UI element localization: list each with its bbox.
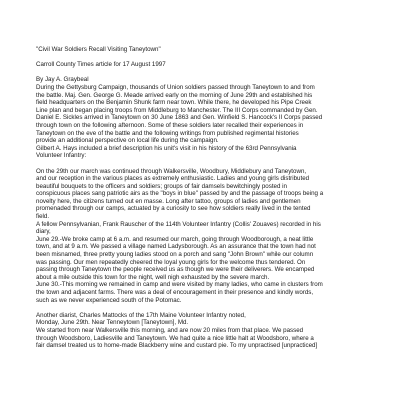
intro-paragraph: [36, 84, 364, 160]
text-line: town, and at 9 a.m. We passed a village named Ladysborough. As an assurance that the town had not: [36, 243, 316, 251]
text-line: promenaded through our camps, actuated by a curiosity to see how soldiers really lived in the tented: [36, 205, 311, 213]
article-source: Carroll County Times article for 17 August 1997: [36, 61, 166, 69]
text-line: and our reception in the various places as extremely enthusiastic. Ladies and young girls distributed: [36, 175, 310, 183]
text-line: was passing. Our men repeatedly cheered the loyal young girls for the welcome thus tendered. On: [36, 258, 306, 266]
text-line: through Woodsboro, Ladiesville and Taneytown. We had quite a nice little halt at Woodsboro, where a: [36, 334, 314, 342]
text-line: Monday, June 29th. Near Tenneytown [Taneytown], Md.: [36, 319, 189, 327]
text-line: through town on the following afternoon. Some of these soldiers later recalled their experiences in: [36, 121, 304, 129]
text-line: beautiful bouquets to the officers and soldiers; groups of fair damsels bewitchingly posted in: [36, 182, 287, 190]
rauscher-diary: [36, 236, 364, 304]
text-line: We started from near Walkersville this morning, and are now 20 miles from that place. We passed: [36, 326, 304, 334]
rauscher-intro: [36, 221, 364, 236]
text-line: Daniel E. Sickles arrived in Taneytown on 30 June 1863 and Gen. Winfield S. Hancock's II Corps passed: [36, 114, 323, 122]
text-line: provide an additional perspective on local life during the campaign.: [36, 137, 219, 145]
text-line: about a mile outside this town for the night, well nigh exhausted by the severe march.: [36, 273, 270, 281]
hays-quote: [36, 168, 364, 221]
text-line: field headquarters on the Benjamin Shunk farm near town. While there, he developed his Pipe Creek: [36, 99, 312, 107]
text-line: Taneytown on the eve of the battle and the following writings from published regimental histories: [36, 129, 299, 137]
mattocks-diary: [36, 327, 364, 350]
text-line: June 30.-This morning we remained in camp and were visited by many ladies, who came in clusters from: [36, 281, 323, 289]
text-line: fair damsel treated us to home-made Blackberry wine and custard pie. To my unpractised [unpracticed]: [36, 342, 318, 350]
mattocks-intro: [36, 312, 364, 327]
text-line: passing through Taneytown the people received us as though we were their deliverers. We encamped: [36, 266, 315, 274]
text-line: Another diarist, Charles Mattocks of the 17th Maine Volunteer Infantry noted,: [36, 311, 246, 319]
text-line: June 29.-We broke camp at 6 a.m. and resumed our march, going through Woodborough, a neat little: [36, 235, 314, 243]
text-line: Volunteer Infantry:: [36, 152, 87, 160]
text-line: diary,: [36, 228, 51, 236]
text-line: the battle. Maj. Gen. George G. Meade arrived early on the morning of June 29th and established his: [36, 91, 313, 99]
text-line: novelty here, the citizens turned out en masse. Long after tattoo, groups of ladies and gentlemen: [36, 197, 301, 205]
text-line: conspicuous places sang patriotic airs as the "boys in blue" passed by and the passage of troops being a: [36, 190, 324, 198]
text-line: On the 29th our march was continued through Walkersville, Woodbury, Middlebury and Taneytown,: [36, 167, 307, 175]
text-line: During the Gettysburg Campaign, thousands of Union soldiers passed through Taneytown to and from: [36, 83, 315, 91]
text-line: A fellow Pennsylvanian, Frank Rauscher of the 114th Volunteer Infantry (Collis' Zouaves) recorded in his: [36, 220, 321, 228]
text-line: such as we never experienced south of the Potomac.: [36, 296, 182, 304]
article-title: "Civil War Soldiers Recall Visiting Taneytown": [36, 46, 161, 53]
text-line: field.: [36, 213, 50, 221]
text-line: been misnamed, three pretty young ladies stood on a porch and sang "John Brown" while our column: [36, 251, 314, 259]
text-line: the town and adjacent farms. There was a deal of encouragement in their presence and kindly words,: [36, 289, 314, 296]
text-line: Gilbert A. Hays included a brief description his unit's visit in his history of the 63rd Pennsylvania: [36, 144, 297, 152]
article-byline: By Jay A. Graybeal: [36, 76, 89, 84]
text-line: Line plan and began placing troops from Middleburg to Manchester. The III Corps commanded by Gen.: [36, 106, 318, 114]
